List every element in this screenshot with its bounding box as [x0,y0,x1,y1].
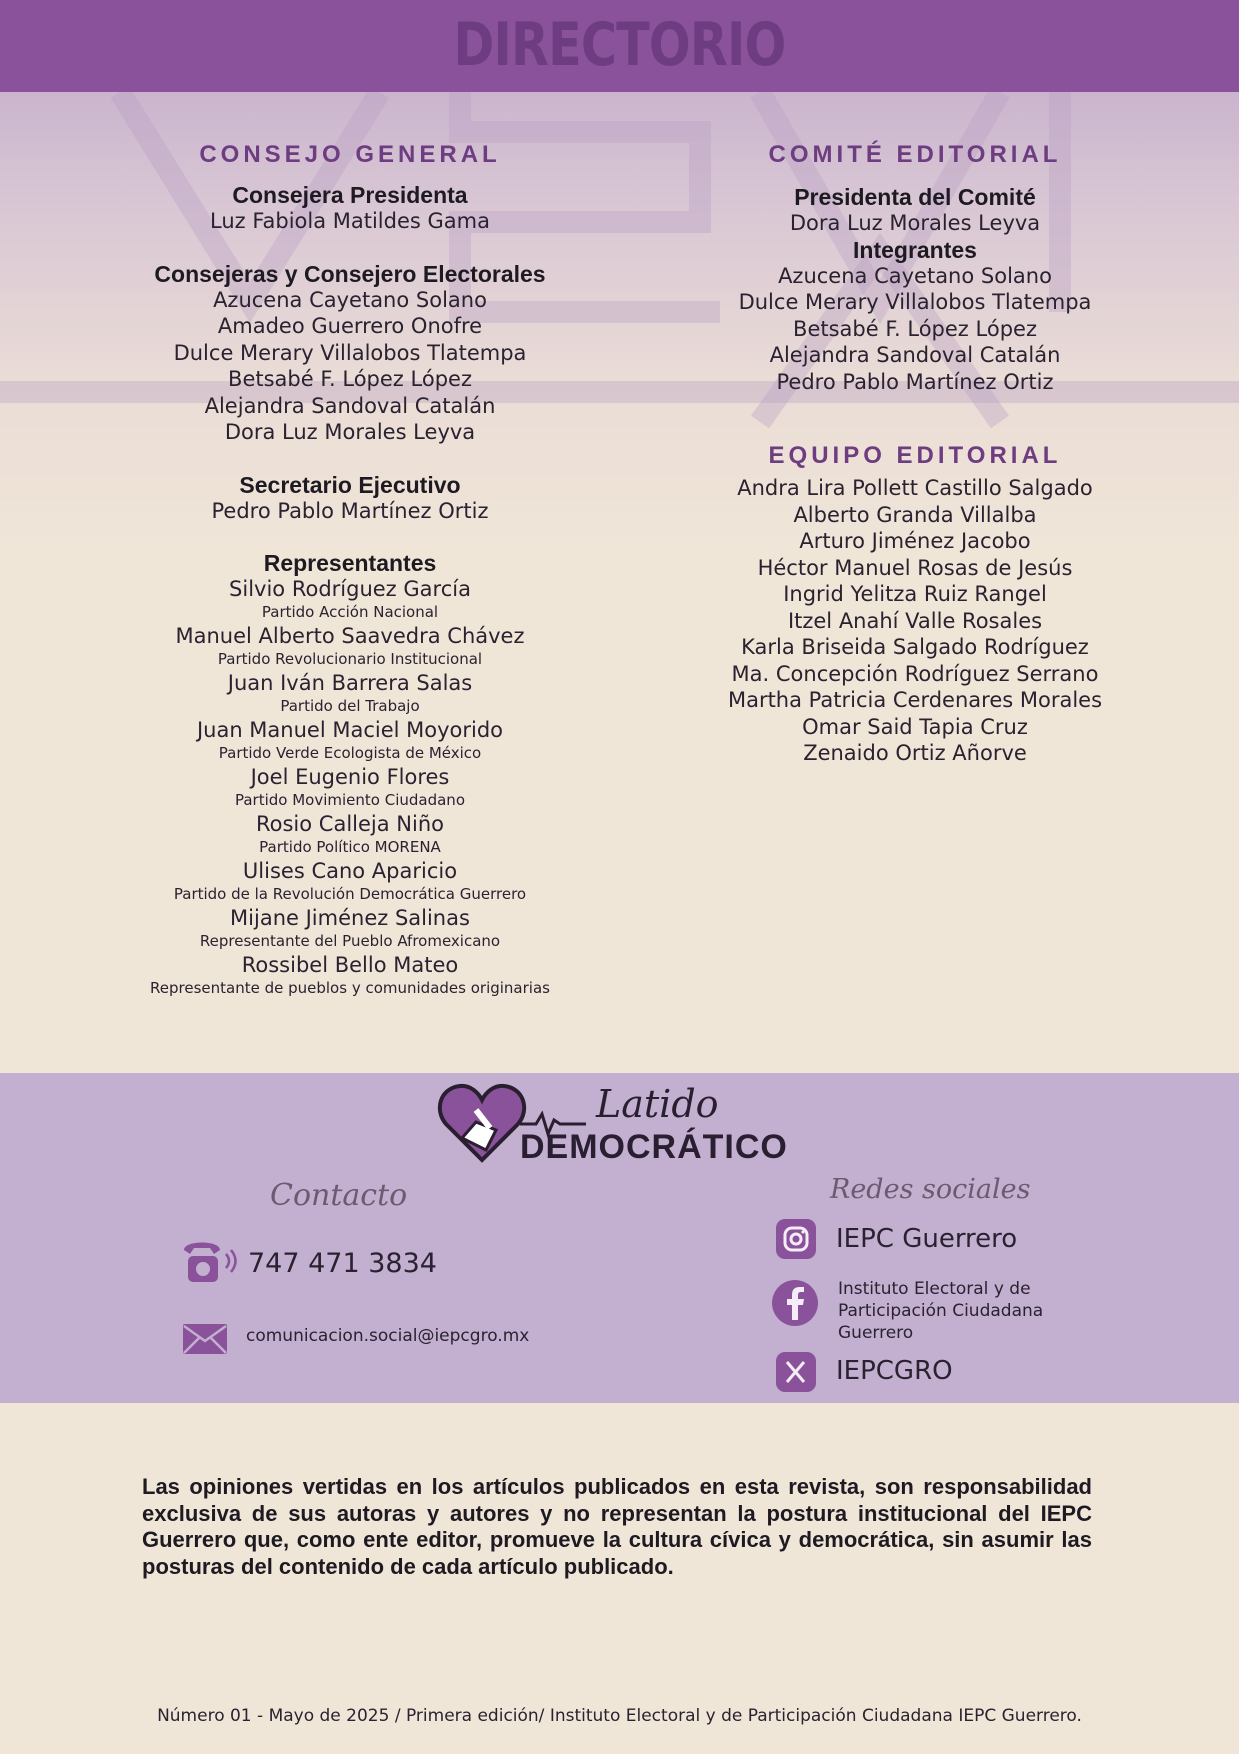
facebook-name-line: Participación Ciudadana [838,1301,1044,1321]
secretario-name: Pedro Pablo Martínez Ortiz [211,498,489,523]
representante-party: Partido de la Revolución Democrática Guerrero [173,885,527,903]
equipo-member: Itzel Anahí Valle Rosales [787,608,1043,633]
representante-party: Partido Verde Ecologista de México [218,744,482,762]
integrante-name: Dulce Merary Villalobos Tlatempa [738,290,1092,314]
x-twitter-icon[interactable] [776,1352,816,1392]
email-icon [182,1323,228,1355]
equipo-member: Arturo Jiménez Jacobo [799,529,1031,553]
representantes-role: Representantes [263,550,437,576]
representante-name: Mijane Jiménez Salinas [230,906,470,930]
integrante-name: Azucena Cayetano Solano [778,263,1052,288]
integrantes-role: Integrantes [853,236,977,263]
page-title: DIRECTORIO [453,10,786,80]
integrante-name: Betsabé F. López López [793,316,1037,341]
consejero-name: Dulce Merary Villalobos Tlatempa [173,340,527,365]
x-handle[interactable]: IEPCGRO [836,1356,953,1386]
instagram-icon[interactable] [776,1219,816,1259]
redes-label: Redes sociales [830,1174,1031,1205]
representante-party: Representante del Pueblo Afromexicano [199,932,501,950]
facebook-name[interactable] [838,1278,1043,1344]
equipo-member: Alberto Granda Villalba [793,502,1037,527]
representante-name: Juan Manuel Maciel Moyorido [196,718,504,742]
consejero-name: Amadeo Guerrero Onofre [217,314,483,338]
comite-editorial-section [660,140,1170,767]
representante-name: Rosio Calleja Niño [256,812,444,836]
phone-icon [180,1236,242,1286]
representante-name: Juan Iván Barrera Salas [227,671,473,695]
facebook-name-line: Instituto Electoral y de [838,1279,1031,1299]
equipo-editorial-heading: EQUIPO EDITORIAL [768,442,1062,469]
logo-text-latido: Latido [596,1082,719,1126]
logo-text-democratico: DEMOCRÁTICO [520,1128,788,1166]
facebook-name-line: Guerrero [838,1323,914,1343]
representante-name: Joel Eugenio Flores [250,765,450,789]
equipo-member: Ingrid Yelitza Ruiz Rangel [783,582,1047,606]
integrante-name: Pedro Pablo Martínez Ortiz [776,369,1054,394]
representante-party: Partido Acción Nacional [261,603,439,621]
equipo-member: Ma. Concepción Rodríguez Serrano [731,661,1099,686]
representante-name: Ulises Cano Aparicio [242,859,458,883]
equipo-member: Omar Said Tapia Cruz [802,714,1028,739]
representante-party: Partido Movimiento Ciudadano [234,791,465,809]
footer-edition-text: Número 01 - Mayo de 2025 / Primera edición/ Instituto Electoral y de Participación Ciudadana IEPC Guerrero. [157,1706,1082,1726]
phone-number[interactable]: 747 471 3834 [248,1248,437,1279]
representante-name: Silvio Rodríguez García [229,577,471,601]
email-address[interactable]: comunicacion.social@iepcgro.mx [246,1326,530,1346]
comite-presidenta-role: Presidenta del Comité [794,184,1036,210]
equipo-member: Andra Lira Pollett Castillo Salgado [737,476,1093,500]
equipo-member: Karla Briseida Salgado Rodríguez [741,635,1089,659]
representante-party: Partido del Trabajo [280,697,420,715]
equipo-member: Zenaido Ortiz Añorve [803,741,1027,765]
equipo-member: Héctor Manuel Rosas de Jesús [757,555,1073,580]
disclaimer-text: Las opiniones vertidas en los artículos publicados en esta revista, son responsabilidad exclusiva de sus autoras y autores y no representan la postura institucional del IEPC Guerrero que, como ente editor, promueve la cultura cívica y democrática, sin asumir las posturas del contenido de cada artículo publicado. [142,1474,1092,1579]
representante-name: Manuel Alberto Saavedra Chávez [175,624,525,648]
representante-name: Rossibel Bello Mateo [241,953,459,977]
consejo-general-heading: CONSEJO GENERAL [199,141,501,168]
equipo-member: Martha Patricia Cerdenares Morales [727,688,1103,712]
presidenta-name: Luz Fabiola Matildes Gama [210,209,490,233]
facebook-icon[interactable] [772,1280,818,1326]
consejero-name: Betsabé F. López López [228,367,472,391]
consejeros-role: Consejeras y Consejero Electorales [154,260,546,287]
presidenta-role: Consejera Presidenta [232,182,468,208]
integrante-name: Alejandra Sandoval Catalán [769,343,1061,367]
representante-party: Representante de pueblos y comunidades originarias [150,979,550,997]
secretario-role: Secretario Ejecutivo [239,471,461,498]
contacto-label: Contacto [270,1178,408,1213]
representante-party: Partido Revolucionario Institucional [217,650,483,668]
representante-party: Partido Político MORENA [259,838,441,856]
consejero-name: Dora Luz Morales Leyva [224,420,476,444]
comite-editorial-heading: COMITÉ EDITORIAL [768,141,1062,168]
instagram-handle[interactable]: IEPC Guerrero [836,1224,1018,1254]
consejero-name: Alejandra Sandoval Catalán [204,393,496,418]
comite-presidenta-name: Dora Luz Morales Leyva [789,211,1041,235]
consejero-name: Azucena Cayetano Solano [213,287,487,312]
consejo-general-section [60,140,640,999]
